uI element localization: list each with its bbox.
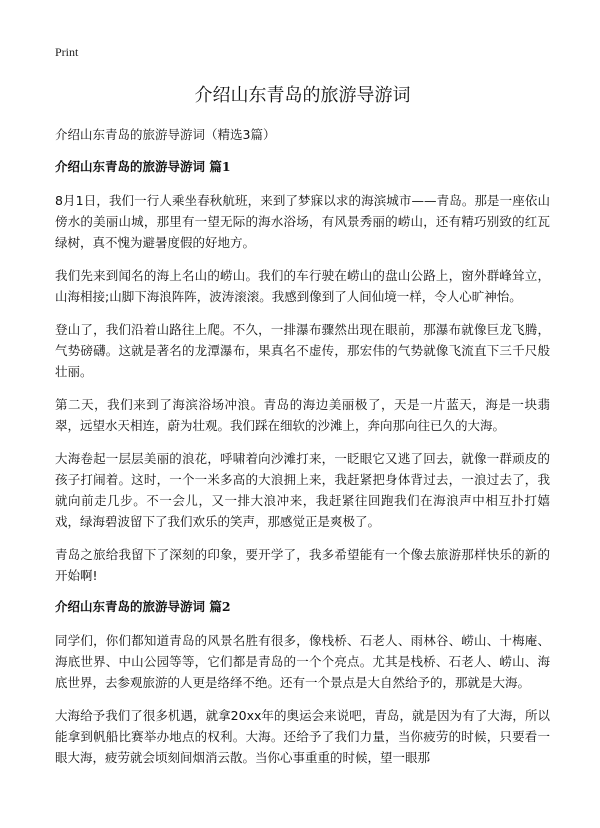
paragraph: 我们先来到闻名的海上名山的崂山。我们的车行驶在崂山的盘山公路上，窗外群峰耸立，山海相接;山脚下海浪阵阵，波涛滚滚。我感到像到了人间仙境一样，令人心旷神怡。	[55, 268, 550, 304]
section-heading-1: 介绍山东青岛的旅游导游词 篇1	[55, 159, 231, 174]
paragraph: 青岛之旅给我留下了深刻的印象，要开学了，我多希望能有一个像去旅游那样快乐的新的开始啊!	[55, 547, 550, 583]
document-subtitle: 介绍山东青岛的旅游导游词（精选3篇）	[55, 127, 276, 142]
paragraph: 第二天，我们来到了海滨浴场冲浪。青岛的海边美丽极了，天是一片蓝天，海是一块翡翠，远望水天相连，蔚为壮观。我们踩在细软的沙滩上，奔向那向往已久的大海。	[55, 397, 550, 433]
paragraph: 登山了，我们沿着山路往上爬。不久，一排瀑布骤然出现在眼前，那瀑布就像巨龙飞腾，气势磅礴。这就是著名的龙潭瀑布，果真名不虚传，那宏伟的气势就像飞流直下三千尺般壮丽。	[55, 322, 550, 379]
paragraph: 大海给予我们了很多机遇，就拿20xx年的奥运会来说吧，青岛，就是因为有了大海，所以能拿到帆船比赛举办地点的权利。大海。还给予了我们力量，当你疲劳的时候，只要看一眼大海，疲劳就会顷刻间烟消云散。当你心事重重的时候，望一眼那	[55, 708, 550, 765]
section-heading-2: 介绍山东青岛的旅游导游词 篇2	[55, 599, 231, 614]
paragraph: 8月1日，我们一行人乘坐春秋航班，来到了梦寐以求的海滨城市——青岛。那是一座依山傍水的美丽山城，那里有一望无际的海水浴场，有风景秀丽的崂山，还有精巧别致的红瓦绿树，真不愧为避暑度假的好地方。	[55, 193, 550, 250]
paragraph: 同学们，你们都知道青岛的风景名胜有很多，像栈桥、石老人、雨林谷、崂山、十梅庵、海底世界、中山公园等等，它们都是青岛的一个个亮点。尤其是栈桥、石老人、崂山、海底世界，去参观旅游的人更是络绎不绝。还有一个景点是大自然给予的，那就是大海。	[55, 633, 550, 690]
document-title: 介绍山东青岛的旅游导游词	[194, 85, 411, 106]
paragraph: 大海卷起一层层美丽的浪花，呼啸着向沙滩打来，一眨眼它又逃了回去，就像一群顽皮的孩子打闹着。这时，一个一米多高的大浪拥上来，我赶紧把身体背过去，一浪过去了，我就向前走几步。不一会儿，又一排大浪冲来，我赶紧往回跑我们在海浪声中相互扑打嬉戏，绿海碧波留下了我们欢乐的笑声，那感觉正是爽极了。	[55, 451, 550, 529]
print-link[interactable]: Print	[55, 45, 79, 59]
